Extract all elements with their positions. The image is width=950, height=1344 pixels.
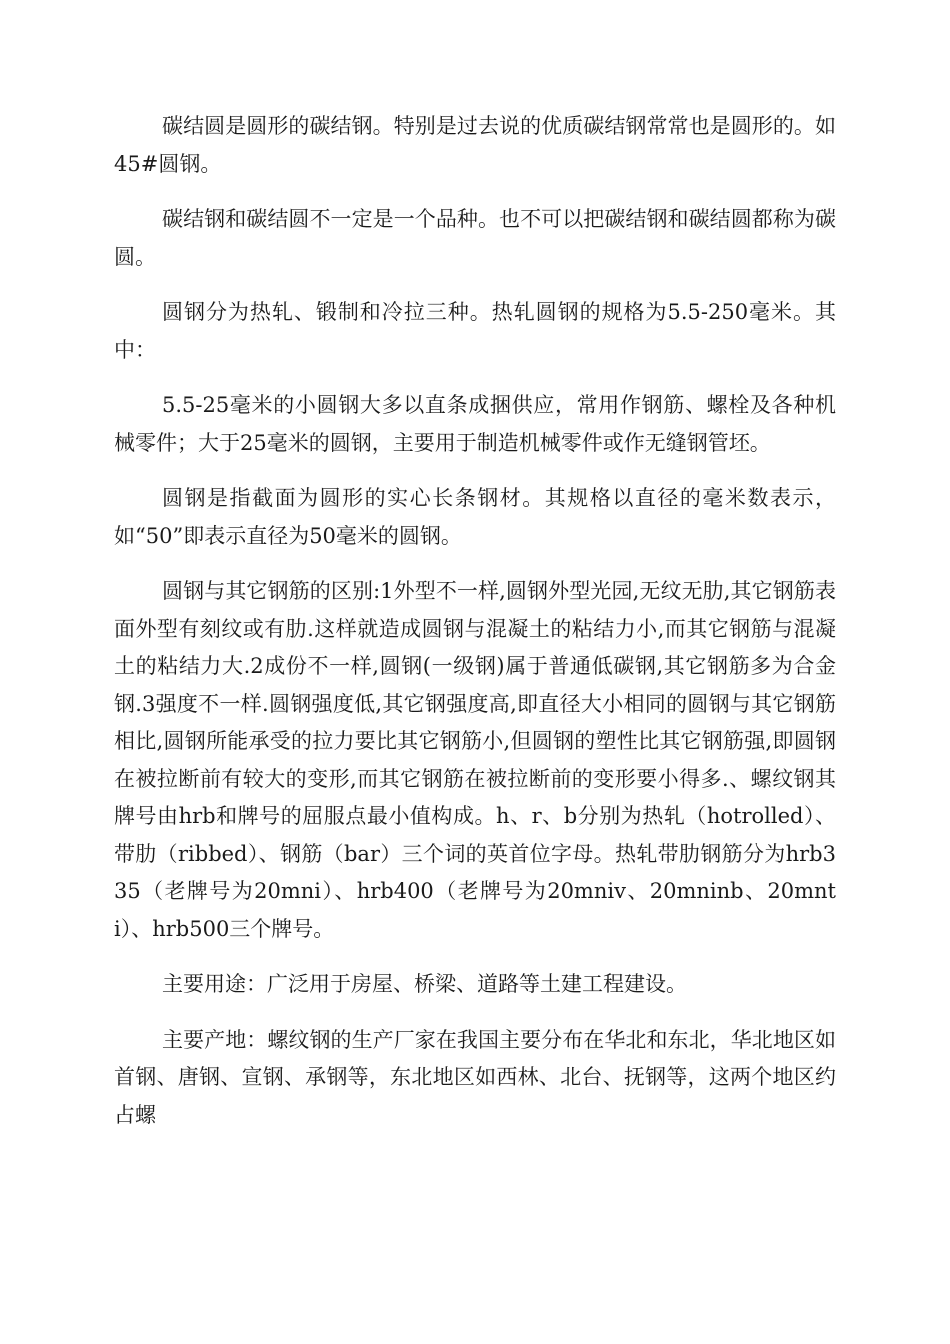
paragraph-round-steel-types: 圆钢分为热轧、锻制和冷拉三种。热轧圆钢的规格为5.5-250毫米。其中：	[114, 300, 836, 362]
paragraph-round-steel-definition: 圆钢是指截面为圆形的实心长条钢材。其规格以直径的毫米数表示，如“50”即表示直径为50毫米的圆钢。	[114, 486, 836, 548]
paragraph-main-uses: 主要用途：广泛用于房屋、桥梁、道路等土建工程建设。	[162, 972, 687, 996]
document-body	[114, 108, 836, 1152]
paragraph-small-round-steel: 5.5-25毫米的小圆钢大多以直条成捆供应，常用作钢筋、螺栓及各种机械零件；大于25毫米的圆钢，主要用于制造机械零件或作无缝钢管坯。	[114, 393, 836, 455]
paragraph-main-producers: 主要产地：螺纹钢的生产厂家在我国主要分布在华北和东北，华北地区如首钢、唐钢、宣钢、承钢等，东北地区如西林、北台、抚钢等，这两个地区约占螺	[114, 1027, 836, 1127]
paragraph-round-vs-rebar: 圆钢与其它钢筋的区别:1外型不一样,圆钢外型光园,无纹无肋,其它钢筋表面外型有刻纹或有肋.这样就造成圆钢与混凝土的粘结力小,而其它钢筋与混凝土的粘结力大.2成份不一样,圆钢(一级钢)属于普通低碳钢,其它钢筋多为合金钢.3强度不一样.圆钢强度低,其它钢强度高,即直径大小相同的圆钢与其它钢筋相比,圆钢所能承受的拉力要比其它钢筋小,但圆钢的塑性比其它钢筋强,即圆钢在被拉断前有较大的变形,而其它钢筋在被拉断前的变形要小得多.、螺纹钢其牌号由hrb和牌号的屈服点最小值构成。h、r、b分别为热轧（hotrolled）、带肋（ribbed）、钢筋（bar）三个词的英首位字母。热轧带肋钢筋分为hrb335（老牌号为20mni）、hrb400（老牌号为20mniv、20mninb、20mnti）、hrb500三个牌号。	[114, 579, 836, 941]
paragraph-carbon-steel-variety: 碳结钢和碳结圆不一定是一个品种。也不可以把碳结钢和碳结圆都称为碳圆。	[114, 207, 836, 269]
paragraph-carbon-round-definition: 碳结圆是圆形的碳结钢。特别是过去说的优质碳结钢常常也是圆形的。如45#圆钢。	[114, 114, 836, 176]
